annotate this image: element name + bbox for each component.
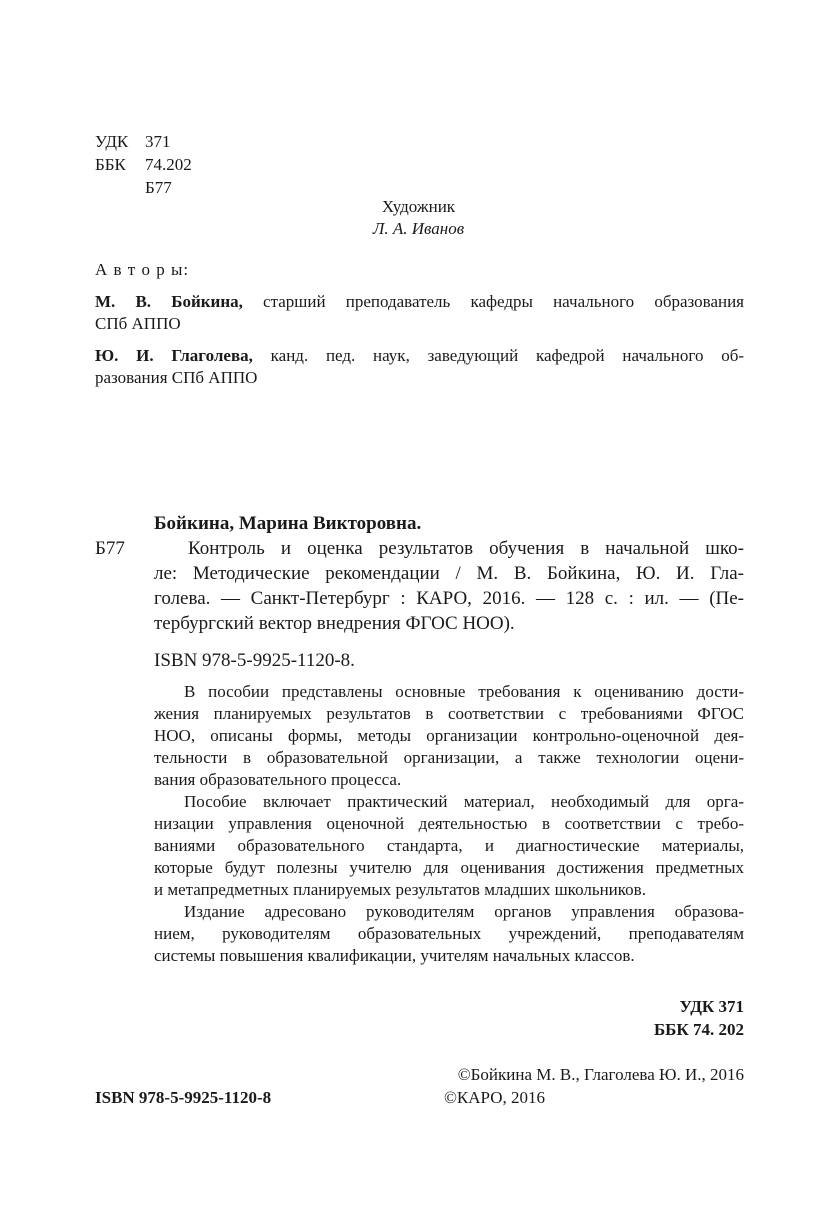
biblio-title-line-1: Контроль и оценка результатов обучения в начальной шко-	[188, 538, 744, 559]
annotation-p1-line-1: В пособии представлены основные требования к оцениванию дости-	[184, 682, 744, 701]
udk-label: УДК	[95, 132, 129, 151]
annotation-p2-line-4: которые будут полезны учителю для оценивания достижения предметных	[154, 858, 744, 877]
main-author: Бойкина, Марина Викторовна.	[154, 513, 422, 534]
copyright-authors: ©Бойкина М. В., Глаголева Ю. И., 2016	[457, 1065, 744, 1084]
bbk-value: 74.202	[145, 155, 192, 174]
annotation-p1-line-5: вания образовательного процесса.	[154, 770, 402, 789]
annotation-paragraph-3	[154, 901, 744, 967]
annotation-p3-line-3: системы повышения квалификации, учителям начальных классов.	[154, 946, 635, 965]
biblio-title-line-4: тербургский вектор внедрения ФГОС НОО).	[154, 613, 515, 634]
author-entry-1	[95, 291, 744, 335]
author-2-name: Ю. И. Глаголева,	[95, 346, 253, 365]
author-2-desc-line1: канд. пед. наук, заведующий кафедрой начального об-	[252, 346, 745, 365]
author-1-desc-line1: старший преподаватель кафедры начального образования	[242, 292, 745, 311]
udk-value: 371	[145, 132, 171, 151]
biblio-isbn: ISBN 978-5-9925-1120-8.	[154, 650, 355, 671]
copyright-publisher: ©КАРО, 2016	[444, 1088, 545, 1107]
udk-code-row	[95, 131, 171, 153]
footer-isbn: ISBN 978-5-9925-1120-8	[95, 1088, 272, 1107]
bbk-code-row	[95, 154, 192, 176]
author-1-desc-line2: СПб АППО	[95, 314, 181, 333]
annotation-p2-line-5: и метапредметных планируемых результатов младших школьников.	[154, 880, 646, 899]
classification-udk: УДК 371	[679, 997, 744, 1016]
annotation-paragraph-1	[154, 681, 744, 791]
author-2-desc-line2: разования СПб АППО	[95, 368, 258, 387]
annotation-p2-line-2: низации управления оценочной деятельностью в соответствии с требо-	[154, 814, 744, 833]
annotation-p3-line-2: нием, руководителям образовательных учреждений, преподавателям	[154, 924, 744, 943]
artist-role: Художник	[381, 197, 456, 216]
author-1-name: М. В. Бойкина,	[95, 292, 243, 311]
artist-name: Л. А. Иванов	[372, 219, 465, 238]
annotation	[154, 681, 744, 967]
annotation-paragraph-2	[154, 791, 744, 901]
annotation-p1-line-4: тельности в образовательной организации, а также технологии оцени-	[154, 748, 744, 767]
annotation-p1-line-2: жения планируемых результатов в соответствии с требованиями ФГОС	[154, 704, 744, 723]
authors-heading: А в т о р ы:	[95, 260, 190, 279]
bbk-label: ББК	[95, 155, 126, 174]
biblio-title-line-2: ле: Методические рекомендации / М. В. Бойкина, Ю. И. Гла-	[154, 563, 744, 584]
biblio-title-line-3: голева. — Санкт-Петербург : КАРО, 2016. — 128 с. : ил. — (Пе-	[154, 588, 744, 609]
author-entry-2	[95, 345, 744, 389]
biblio-title	[154, 536, 744, 636]
classification-bbk: ББК 74. 202	[653, 1020, 744, 1039]
annotation-p2-line-3: ваниями образовательного стандарта, и диагностические материалы,	[154, 836, 744, 855]
biblio-mark: Б77	[95, 538, 125, 559]
annotation-p2-line-1: Пособие включает практический материал, необходимый для орга-	[184, 792, 744, 811]
author-mark: Б77	[145, 178, 172, 197]
annotation-p1-line-3: НОО, описаны формы, методы организации контрольно-оценочной дея-	[154, 726, 744, 745]
annotation-p3-line-1: Издание адресовано руководителям органов управления образова-	[184, 902, 744, 921]
